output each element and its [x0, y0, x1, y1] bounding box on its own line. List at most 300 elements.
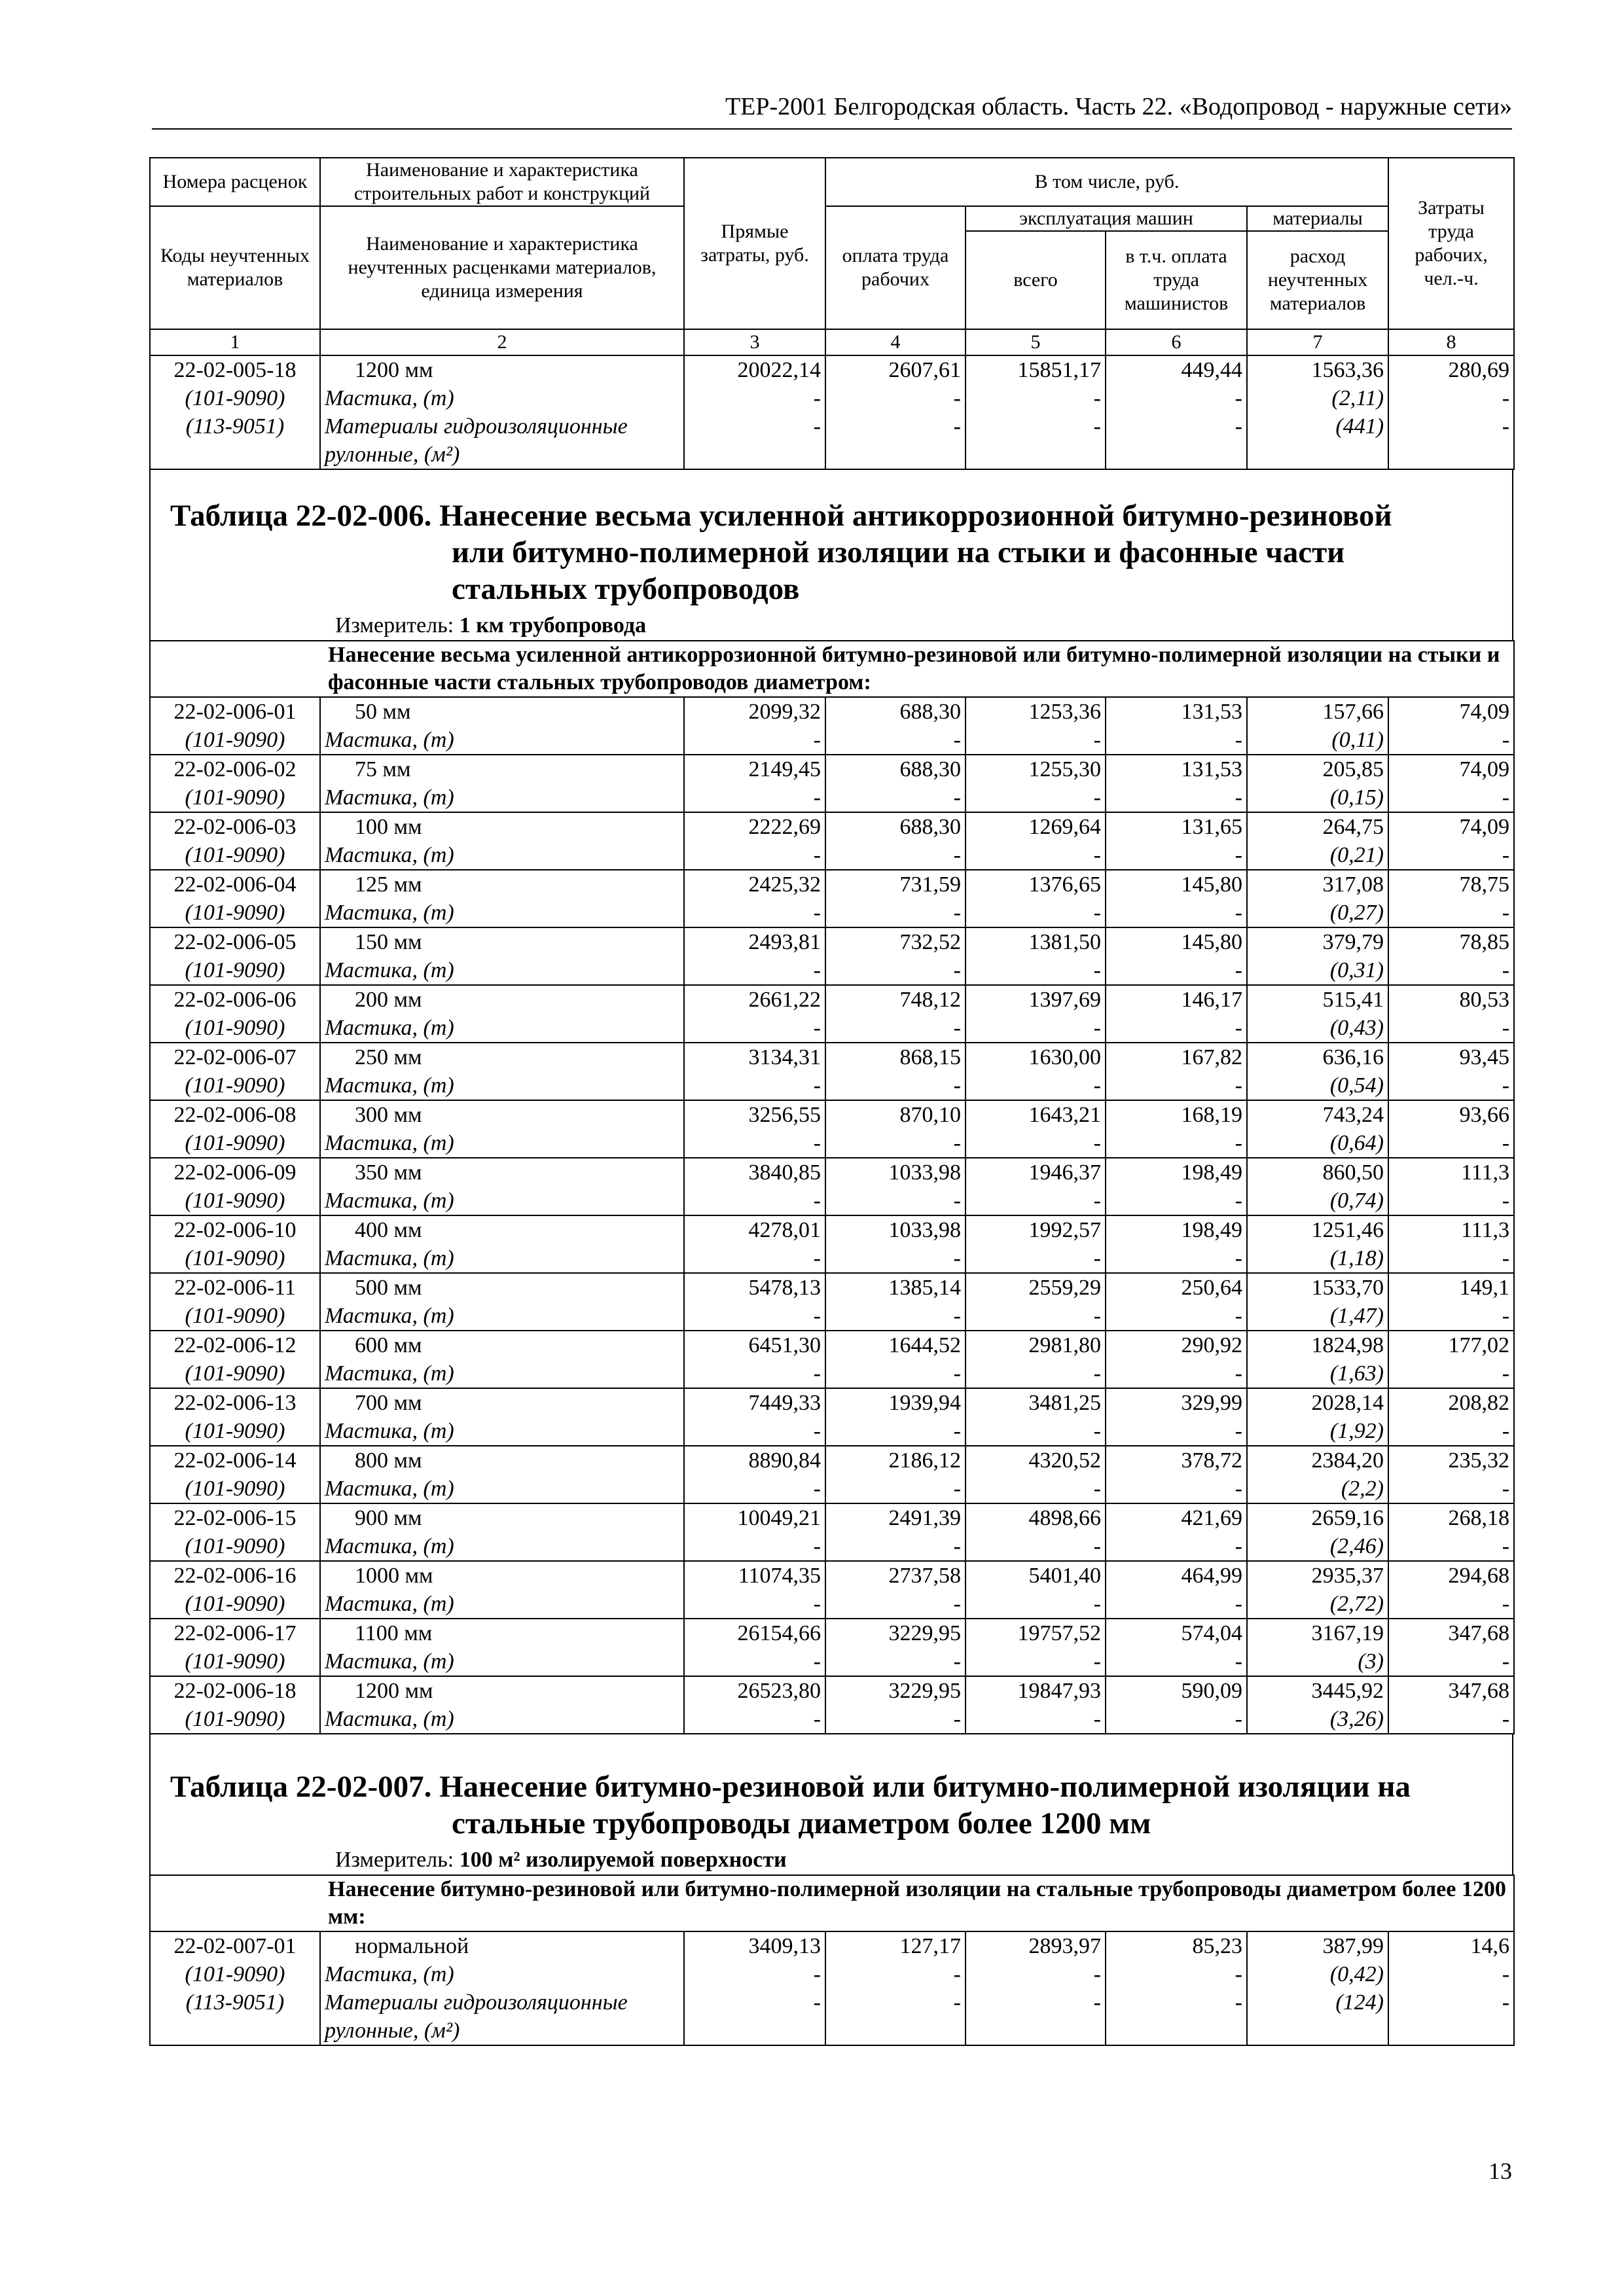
- material-row: [150, 1071, 1514, 1100]
- rate-code: 22-02-006-02: [150, 755, 320, 783]
- material-row: [150, 726, 1514, 755]
- material-row: [150, 1187, 1514, 1215]
- rate-row: [150, 697, 1514, 726]
- materials-cell: (2,11): [1247, 384, 1388, 412]
- machinists-pay-cell: 329,99: [1106, 1388, 1247, 1417]
- rate-row: [150, 812, 1514, 841]
- labor-pay-cell: 748,12: [825, 985, 965, 1014]
- table-006-group-row: [150, 641, 1514, 697]
- table-007-meter: [151, 1846, 1512, 1874]
- rate-row: [150, 1331, 1514, 1359]
- direct-costs-cell: 8890,84: [684, 1446, 825, 1475]
- materials-cell: [1247, 2017, 1388, 2045]
- rate-code: 22-02-006-07: [150, 1043, 320, 1071]
- machines-total-cell: 1381,50: [965, 927, 1106, 956]
- direct-costs-cell: -: [684, 412, 825, 440]
- labor-costs-cell: -: [1388, 384, 1514, 412]
- material-name: Мастика, (т): [320, 1532, 684, 1561]
- machinists-pay-cell: -: [1106, 1960, 1247, 1988]
- rate-code: (113-9051): [150, 412, 320, 440]
- material-row: [150, 1705, 1514, 1734]
- materials-cell: 3167,19: [1247, 1619, 1388, 1647]
- material-code: (101-9090): [150, 783, 320, 812]
- material-code: (101-9090): [150, 1244, 320, 1273]
- rate-code: 22-02-006-14: [150, 1446, 320, 1475]
- labor-costs-cell: -: [1388, 899, 1514, 927]
- labor-costs-cell: 111,3: [1388, 1158, 1514, 1187]
- machinists-pay-cell: 198,49: [1106, 1215, 1247, 1244]
- labor-costs-cell: 268,18: [1388, 1503, 1514, 1532]
- labor-pay-cell: 1644,52: [825, 1331, 965, 1359]
- materials-cell: (1,18): [1247, 1244, 1388, 1273]
- machinists-pay-cell: 167,82: [1106, 1043, 1247, 1071]
- materials-cell: (0,15): [1247, 783, 1388, 812]
- machines-total-cell: 1992,57: [965, 1215, 1106, 1244]
- machinists-pay-cell: 590,09: [1106, 1676, 1247, 1705]
- labor-costs-cell: -: [1388, 783, 1514, 812]
- labor-costs-cell: -: [1388, 1532, 1514, 1561]
- materials-cell: 1533,70: [1247, 1273, 1388, 1302]
- col-number: 1: [150, 329, 320, 355]
- material-name: Мастика, (т): [320, 1244, 684, 1273]
- col-materials: материалы: [1247, 206, 1388, 231]
- machinists-pay-cell: 168,19: [1106, 1100, 1247, 1129]
- machinists-pay-cell: 131,65: [1106, 812, 1247, 841]
- machinists-pay-cell: 198,49: [1106, 1158, 1247, 1187]
- machinists-pay-cell: -: [1106, 1014, 1247, 1043]
- rate-code: (101-9090): [150, 1960, 320, 1988]
- column-headers: [150, 158, 1514, 355]
- rate-code: 22-02-006-01: [150, 697, 320, 726]
- table-006-title: [151, 497, 1512, 607]
- labor-pay-cell: 2607,61: [825, 355, 965, 384]
- labor-costs-cell: 93,66: [1388, 1100, 1514, 1129]
- materials-cell: 2935,37: [1247, 1561, 1388, 1590]
- materials-cell: (0,21): [1247, 841, 1388, 870]
- material-row: [150, 1647, 1514, 1676]
- direct-costs-cell: -: [684, 1590, 825, 1619]
- machines-total-cell: -: [965, 1532, 1106, 1561]
- materials-cell: 205,85: [1247, 755, 1388, 783]
- labor-pay-cell: 688,30: [825, 697, 965, 726]
- item-name: Материалы гидроизоляционные: [320, 1988, 684, 2017]
- labor-pay-cell: -: [825, 1302, 965, 1331]
- labor-costs-cell: -: [1388, 1071, 1514, 1100]
- machines-total-cell: -: [965, 1590, 1106, 1619]
- rate-row: [150, 1561, 1514, 1590]
- rate-row: [150, 1931, 1514, 1960]
- machinists-pay-cell: 464,99: [1106, 1561, 1247, 1590]
- header-rule: [152, 128, 1512, 130]
- meter-value: 100 м² изолируемой поверхности: [459, 1848, 787, 1872]
- direct-costs-cell: 3134,31: [684, 1043, 825, 1071]
- machines-total-cell: -: [965, 1647, 1106, 1676]
- machines-total-cell: [965, 440, 1106, 469]
- machinists-pay-cell: 574,04: [1106, 1619, 1247, 1647]
- machinists-pay-cell: 146,17: [1106, 985, 1247, 1014]
- material-name: Мастика, (т): [320, 1129, 684, 1158]
- material-code: (101-9090): [150, 1129, 320, 1158]
- materials-cell: (1,47): [1247, 1302, 1388, 1331]
- table-006-title-line: или битумно-полимерной изоляции на стыки и фасонные части: [452, 535, 1345, 569]
- labor-costs-cell: -: [1388, 1647, 1514, 1676]
- table-006-title-line: стальных трубопроводов: [452, 572, 800, 606]
- direct-costs-cell: -: [684, 1647, 825, 1676]
- item-name: Мастика, (т): [320, 384, 684, 412]
- materials-cell: 515,41: [1247, 985, 1388, 1014]
- col-work-name: Наименование и характеристика строительных работ и конструкций: [320, 158, 684, 206]
- labor-pay-cell: -: [825, 899, 965, 927]
- labor-costs-cell: 347,68: [1388, 1619, 1514, 1647]
- labor-pay-cell: 1939,94: [825, 1388, 965, 1417]
- rate-row: [150, 927, 1514, 956]
- item-name: 600 мм: [320, 1331, 684, 1359]
- labor-pay-cell: -: [825, 1590, 965, 1619]
- machines-total-cell: -: [965, 1071, 1106, 1100]
- labor-pay-cell: 3229,95: [825, 1619, 965, 1647]
- material-row: [150, 440, 1514, 469]
- material-row: [150, 1960, 1514, 1988]
- col-number: 4: [825, 329, 965, 355]
- machines-total-cell: 1253,36: [965, 697, 1106, 726]
- machinists-pay-cell: -: [1106, 726, 1247, 755]
- rate-code: [150, 2017, 320, 2045]
- item-name: 700 мм: [320, 1388, 684, 1417]
- labor-pay-cell: -: [825, 1129, 965, 1158]
- machines-total-cell: -: [965, 899, 1106, 927]
- rate-code: 22-02-007-01: [150, 1931, 320, 1960]
- col-number: 2: [320, 329, 684, 355]
- material-row: [150, 1129, 1514, 1158]
- rate-row: [150, 355, 1514, 384]
- item-name: 300 мм: [320, 1100, 684, 1129]
- machinists-pay-cell: -: [1106, 1532, 1247, 1561]
- materials-cell: 860,50: [1247, 1158, 1388, 1187]
- materials-cell: 317,08: [1247, 870, 1388, 899]
- labor-costs-cell: -: [1388, 1244, 1514, 1273]
- machinists-pay-cell: -: [1106, 1705, 1247, 1734]
- machinists-pay-cell: 145,80: [1106, 870, 1247, 899]
- material-row: [150, 1014, 1514, 1043]
- machines-total-cell: -: [965, 384, 1106, 412]
- labor-costs-cell: -: [1388, 1988, 1514, 2017]
- direct-costs-cell: -: [684, 1302, 825, 1331]
- machines-total-cell: 3481,25: [965, 1388, 1106, 1417]
- direct-costs-cell: 5478,13: [684, 1273, 825, 1302]
- material-name: Мастика, (т): [320, 841, 684, 870]
- labor-pay-cell: 1033,98: [825, 1215, 965, 1244]
- rate-code: 22-02-006-16: [150, 1561, 320, 1590]
- rate-code: (113-9051): [150, 1988, 320, 2017]
- labor-pay-cell: -: [825, 1532, 965, 1561]
- rate-code: (101-9090): [150, 384, 320, 412]
- col-material-name: Наименование и характеристика неучтенных расценками материалов, единица измерения: [320, 206, 684, 329]
- rate-code: 22-02-006-11: [150, 1273, 320, 1302]
- machines-total-cell: [965, 2017, 1106, 2045]
- col-incl-machinists: в т.ч. оплата труда машинистов: [1106, 231, 1247, 329]
- material-name: Мастика, (т): [320, 1302, 684, 1331]
- labor-costs-cell: [1388, 2017, 1514, 2045]
- direct-costs-cell: 20022,14: [684, 355, 825, 384]
- rate-row: [150, 870, 1514, 899]
- labor-costs-cell: 235,32: [1388, 1446, 1514, 1475]
- rate-code: 22-02-006-15: [150, 1503, 320, 1532]
- table-007-title-line: Таблица 22-02-007. Нанесение битумно-резиновой или битумно-полимерной изоляции на: [170, 1770, 1411, 1804]
- direct-costs-cell: -: [684, 1532, 825, 1561]
- machinists-pay-cell: -: [1106, 1988, 1247, 2017]
- labor-costs-cell: 93,45: [1388, 1043, 1514, 1071]
- materials-cell: (3,26): [1247, 1705, 1388, 1734]
- materials-cell: (0,74): [1247, 1187, 1388, 1215]
- direct-costs-cell: -: [684, 956, 825, 985]
- direct-costs-cell: -: [684, 384, 825, 412]
- labor-costs-cell: -: [1388, 1302, 1514, 1331]
- machines-total-cell: -: [965, 726, 1106, 755]
- machines-total-cell: 4320,52: [965, 1446, 1106, 1475]
- machinists-pay-cell: [1106, 440, 1247, 469]
- item-name: 1000 мм: [320, 1561, 684, 1590]
- col-direct-costs: Прямые затраты, руб.: [684, 158, 825, 329]
- direct-costs-cell: -: [684, 841, 825, 870]
- material-row: [150, 384, 1514, 412]
- labor-pay-cell: 127,17: [825, 1931, 965, 1960]
- machines-total-cell: 1376,65: [965, 870, 1106, 899]
- labor-costs-cell: 149,1: [1388, 1273, 1514, 1302]
- table-007-title-line: стальные трубопроводы диаметром более 1200 мм: [452, 1806, 1151, 1840]
- labor-pay-cell: -: [825, 1014, 965, 1043]
- rate-code: 22-02-006-09: [150, 1158, 320, 1187]
- col-machines-total: всего: [965, 231, 1106, 329]
- machines-total-cell: 1269,64: [965, 812, 1106, 841]
- rate-code: 22-02-006-05: [150, 927, 320, 956]
- labor-pay-cell: 868,15: [825, 1043, 965, 1071]
- material-name: Мастика, (т): [320, 726, 684, 755]
- material-name: Мастика, (т): [320, 956, 684, 985]
- labor-pay-cell: [825, 440, 965, 469]
- direct-costs-cell: -: [684, 899, 825, 927]
- machinists-pay-cell: -: [1106, 899, 1247, 927]
- meter-label: Измеритель:: [335, 1848, 460, 1872]
- labor-pay-cell: -: [825, 1475, 965, 1503]
- materials-cell: (0,64): [1247, 1129, 1388, 1158]
- material-row: [150, 1590, 1514, 1619]
- material-row: [150, 2017, 1514, 2045]
- material-code: (101-9090): [150, 1302, 320, 1331]
- col-rate-numbers: Номера расценок: [150, 158, 320, 206]
- direct-costs-cell: 10049,21: [684, 1503, 825, 1532]
- material-row: [150, 412, 1514, 440]
- materials-cell: (441): [1247, 412, 1388, 440]
- material-row: [150, 1359, 1514, 1388]
- labor-costs-cell: 78,85: [1388, 927, 1514, 956]
- material-row: [150, 1244, 1514, 1273]
- machines-total-cell: 4898,66: [965, 1503, 1106, 1532]
- labor-pay-cell: -: [825, 726, 965, 755]
- item-name: 75 мм: [320, 755, 684, 783]
- table-007-title: [151, 1768, 1512, 1842]
- col-unaccounted-consumption: расход неучтенных материалов: [1247, 231, 1388, 329]
- machines-total-cell: -: [965, 1359, 1106, 1388]
- col-number: 5: [965, 329, 1106, 355]
- rate-code: 22-02-006-17: [150, 1619, 320, 1647]
- labor-pay-cell: -: [825, 783, 965, 812]
- direct-costs-cell: 2222,69: [684, 812, 825, 841]
- col-including: В том числе, руб.: [825, 158, 1388, 206]
- rate-row: [150, 1446, 1514, 1475]
- materials-cell: (2,72): [1247, 1590, 1388, 1619]
- material-code: (101-9090): [150, 1071, 320, 1100]
- table-006-group-heading: Нанесение весьма усиленной антикоррозионной битумно-резиновой или битумно-полимерной изоляции на стыки и фасонные части стальных трубопроводов диаметром:: [320, 641, 1514, 697]
- page-number: 13: [1489, 2158, 1512, 2184]
- rate-code: 22-02-006-18: [150, 1676, 320, 1705]
- machines-total-cell: -: [965, 1244, 1106, 1273]
- labor-costs-cell: 347,68: [1388, 1676, 1514, 1705]
- item-name: 1200 мм: [320, 355, 684, 384]
- labor-costs-cell: 14,6: [1388, 1931, 1514, 1960]
- materials-cell: 264,75: [1247, 812, 1388, 841]
- labor-pay-cell: -: [825, 1244, 965, 1273]
- direct-costs-cell: -: [684, 1014, 825, 1043]
- col-machine-operation: эксплуатация машин: [965, 206, 1247, 231]
- material-name: Мастика, (т): [320, 1475, 684, 1503]
- machines-total-cell: -: [965, 1302, 1106, 1331]
- item-name: 800 мм: [320, 1446, 684, 1475]
- meter-label: Измеритель:: [335, 613, 460, 637]
- machines-total-cell: -: [965, 1705, 1106, 1734]
- materials-cell: 2384,20: [1247, 1446, 1388, 1475]
- table-007-rows: [150, 1875, 1514, 2045]
- labor-costs-cell: -: [1388, 1705, 1514, 1734]
- item-name: 400 мм: [320, 1215, 684, 1244]
- rate-code: 22-02-006-06: [150, 985, 320, 1014]
- labor-pay-cell: 1033,98: [825, 1158, 965, 1187]
- labor-costs-cell: -: [1388, 1129, 1514, 1158]
- machines-total-cell: 2559,29: [965, 1273, 1106, 1302]
- machinists-pay-cell: 131,53: [1106, 755, 1247, 783]
- direct-costs-cell: -: [684, 1244, 825, 1273]
- direct-costs-cell: 3256,55: [684, 1100, 825, 1129]
- material-code: (101-9090): [150, 1590, 320, 1619]
- labor-costs-cell: -: [1388, 412, 1514, 440]
- materials-cell: (0,31): [1247, 956, 1388, 985]
- machinists-pay-cell: 85,23: [1106, 1931, 1247, 1960]
- materials-cell: (0,11): [1247, 726, 1388, 755]
- labor-costs-cell: -: [1388, 1187, 1514, 1215]
- material-row: [150, 1988, 1514, 2017]
- meter-value: 1 км трубопровода: [459, 613, 647, 637]
- materials-cell: 1563,36: [1247, 355, 1388, 384]
- labor-pay-cell: -: [825, 841, 965, 870]
- labor-costs-cell: -: [1388, 1359, 1514, 1388]
- labor-pay-cell: 731,59: [825, 870, 965, 899]
- machines-total-cell: 5401,40: [965, 1561, 1106, 1590]
- material-code: (101-9090): [150, 1647, 320, 1676]
- machines-total-cell: 1397,69: [965, 985, 1106, 1014]
- rate-row: [150, 755, 1514, 783]
- material-code: (101-9090): [150, 1187, 320, 1215]
- direct-costs-cell: -: [684, 1705, 825, 1734]
- machinists-pay-cell: -: [1106, 841, 1247, 870]
- col-number: 7: [1247, 329, 1388, 355]
- labor-costs-cell: 177,02: [1388, 1331, 1514, 1359]
- labor-pay-cell: -: [825, 1071, 965, 1100]
- col-number: 3: [684, 329, 825, 355]
- rate-row: [150, 1100, 1514, 1129]
- machines-total-cell: -: [965, 841, 1106, 870]
- machines-total-cell: -: [965, 956, 1106, 985]
- machinists-pay-cell: -: [1106, 1590, 1247, 1619]
- labor-pay-cell: 2186,12: [825, 1446, 965, 1475]
- material-code: (101-9090): [150, 1475, 320, 1503]
- material-code: (101-9090): [150, 1532, 320, 1561]
- material-row: [150, 783, 1514, 812]
- materials-cell: (0,42): [1247, 1960, 1388, 1988]
- machines-total-cell: -: [965, 1475, 1106, 1503]
- direct-costs-cell: -: [684, 1071, 825, 1100]
- direct-costs-cell: 11074,35: [684, 1561, 825, 1590]
- item-name: 350 мм: [320, 1158, 684, 1187]
- machines-total-cell: -: [965, 412, 1106, 440]
- material-row: [150, 956, 1514, 985]
- labor-pay-cell: 3229,95: [825, 1676, 965, 1705]
- machines-total-cell: -: [965, 1129, 1106, 1158]
- direct-costs-cell: 6451,30: [684, 1331, 825, 1359]
- machines-total-cell: 1255,30: [965, 755, 1106, 783]
- direct-costs-cell: -: [684, 1187, 825, 1215]
- labor-pay-cell: 688,30: [825, 755, 965, 783]
- machines-total-cell: 19757,52: [965, 1619, 1106, 1647]
- direct-costs-cell: -: [684, 1359, 825, 1388]
- materials-cell: (0,54): [1247, 1071, 1388, 1100]
- materials-cell: 379,79: [1247, 927, 1388, 956]
- material-code: (101-9090): [150, 1417, 320, 1446]
- labor-pay-cell: [825, 2017, 965, 2045]
- labor-pay-cell: 732,52: [825, 927, 965, 956]
- machinists-pay-cell: 421,69: [1106, 1503, 1247, 1532]
- machines-total-cell: -: [965, 1014, 1106, 1043]
- labor-pay-cell: -: [825, 1705, 965, 1734]
- material-code: (101-9090): [150, 1014, 320, 1043]
- rate-row: [150, 985, 1514, 1014]
- machines-total-cell: -: [965, 1988, 1106, 2017]
- labor-costs-cell: 294,68: [1388, 1561, 1514, 1590]
- labor-costs-cell: -: [1388, 1417, 1514, 1446]
- machinists-pay-cell: -: [1106, 1129, 1247, 1158]
- labor-costs-cell: 78,75: [1388, 870, 1514, 899]
- machines-total-cell: 15851,17: [965, 355, 1106, 384]
- material-row: [150, 1532, 1514, 1561]
- labor-pay-cell: -: [825, 1187, 965, 1215]
- material-code: (101-9090): [150, 841, 320, 870]
- item-name: 100 мм: [320, 812, 684, 841]
- labor-costs-cell: -: [1388, 841, 1514, 870]
- material-code: (101-9090): [150, 956, 320, 985]
- rate-row: [150, 1503, 1514, 1532]
- direct-costs-cell: 2099,32: [684, 697, 825, 726]
- labor-costs-cell: 74,09: [1388, 697, 1514, 726]
- item-name: Материалы гидроизоляционные: [320, 412, 684, 440]
- rate-code: 22-02-005-18: [150, 355, 320, 384]
- rate-row: [150, 1215, 1514, 1244]
- item-name: 250 мм: [320, 1043, 684, 1071]
- labor-costs-cell: -: [1388, 1014, 1514, 1043]
- labor-pay-cell: -: [825, 1417, 965, 1446]
- materials-cell: 157,66: [1247, 697, 1388, 726]
- rate-code: 22-02-006-12: [150, 1331, 320, 1359]
- material-row: [150, 1417, 1514, 1446]
- labor-pay-cell: -: [825, 1647, 965, 1676]
- table-007-title-block: [149, 1734, 1513, 1874]
